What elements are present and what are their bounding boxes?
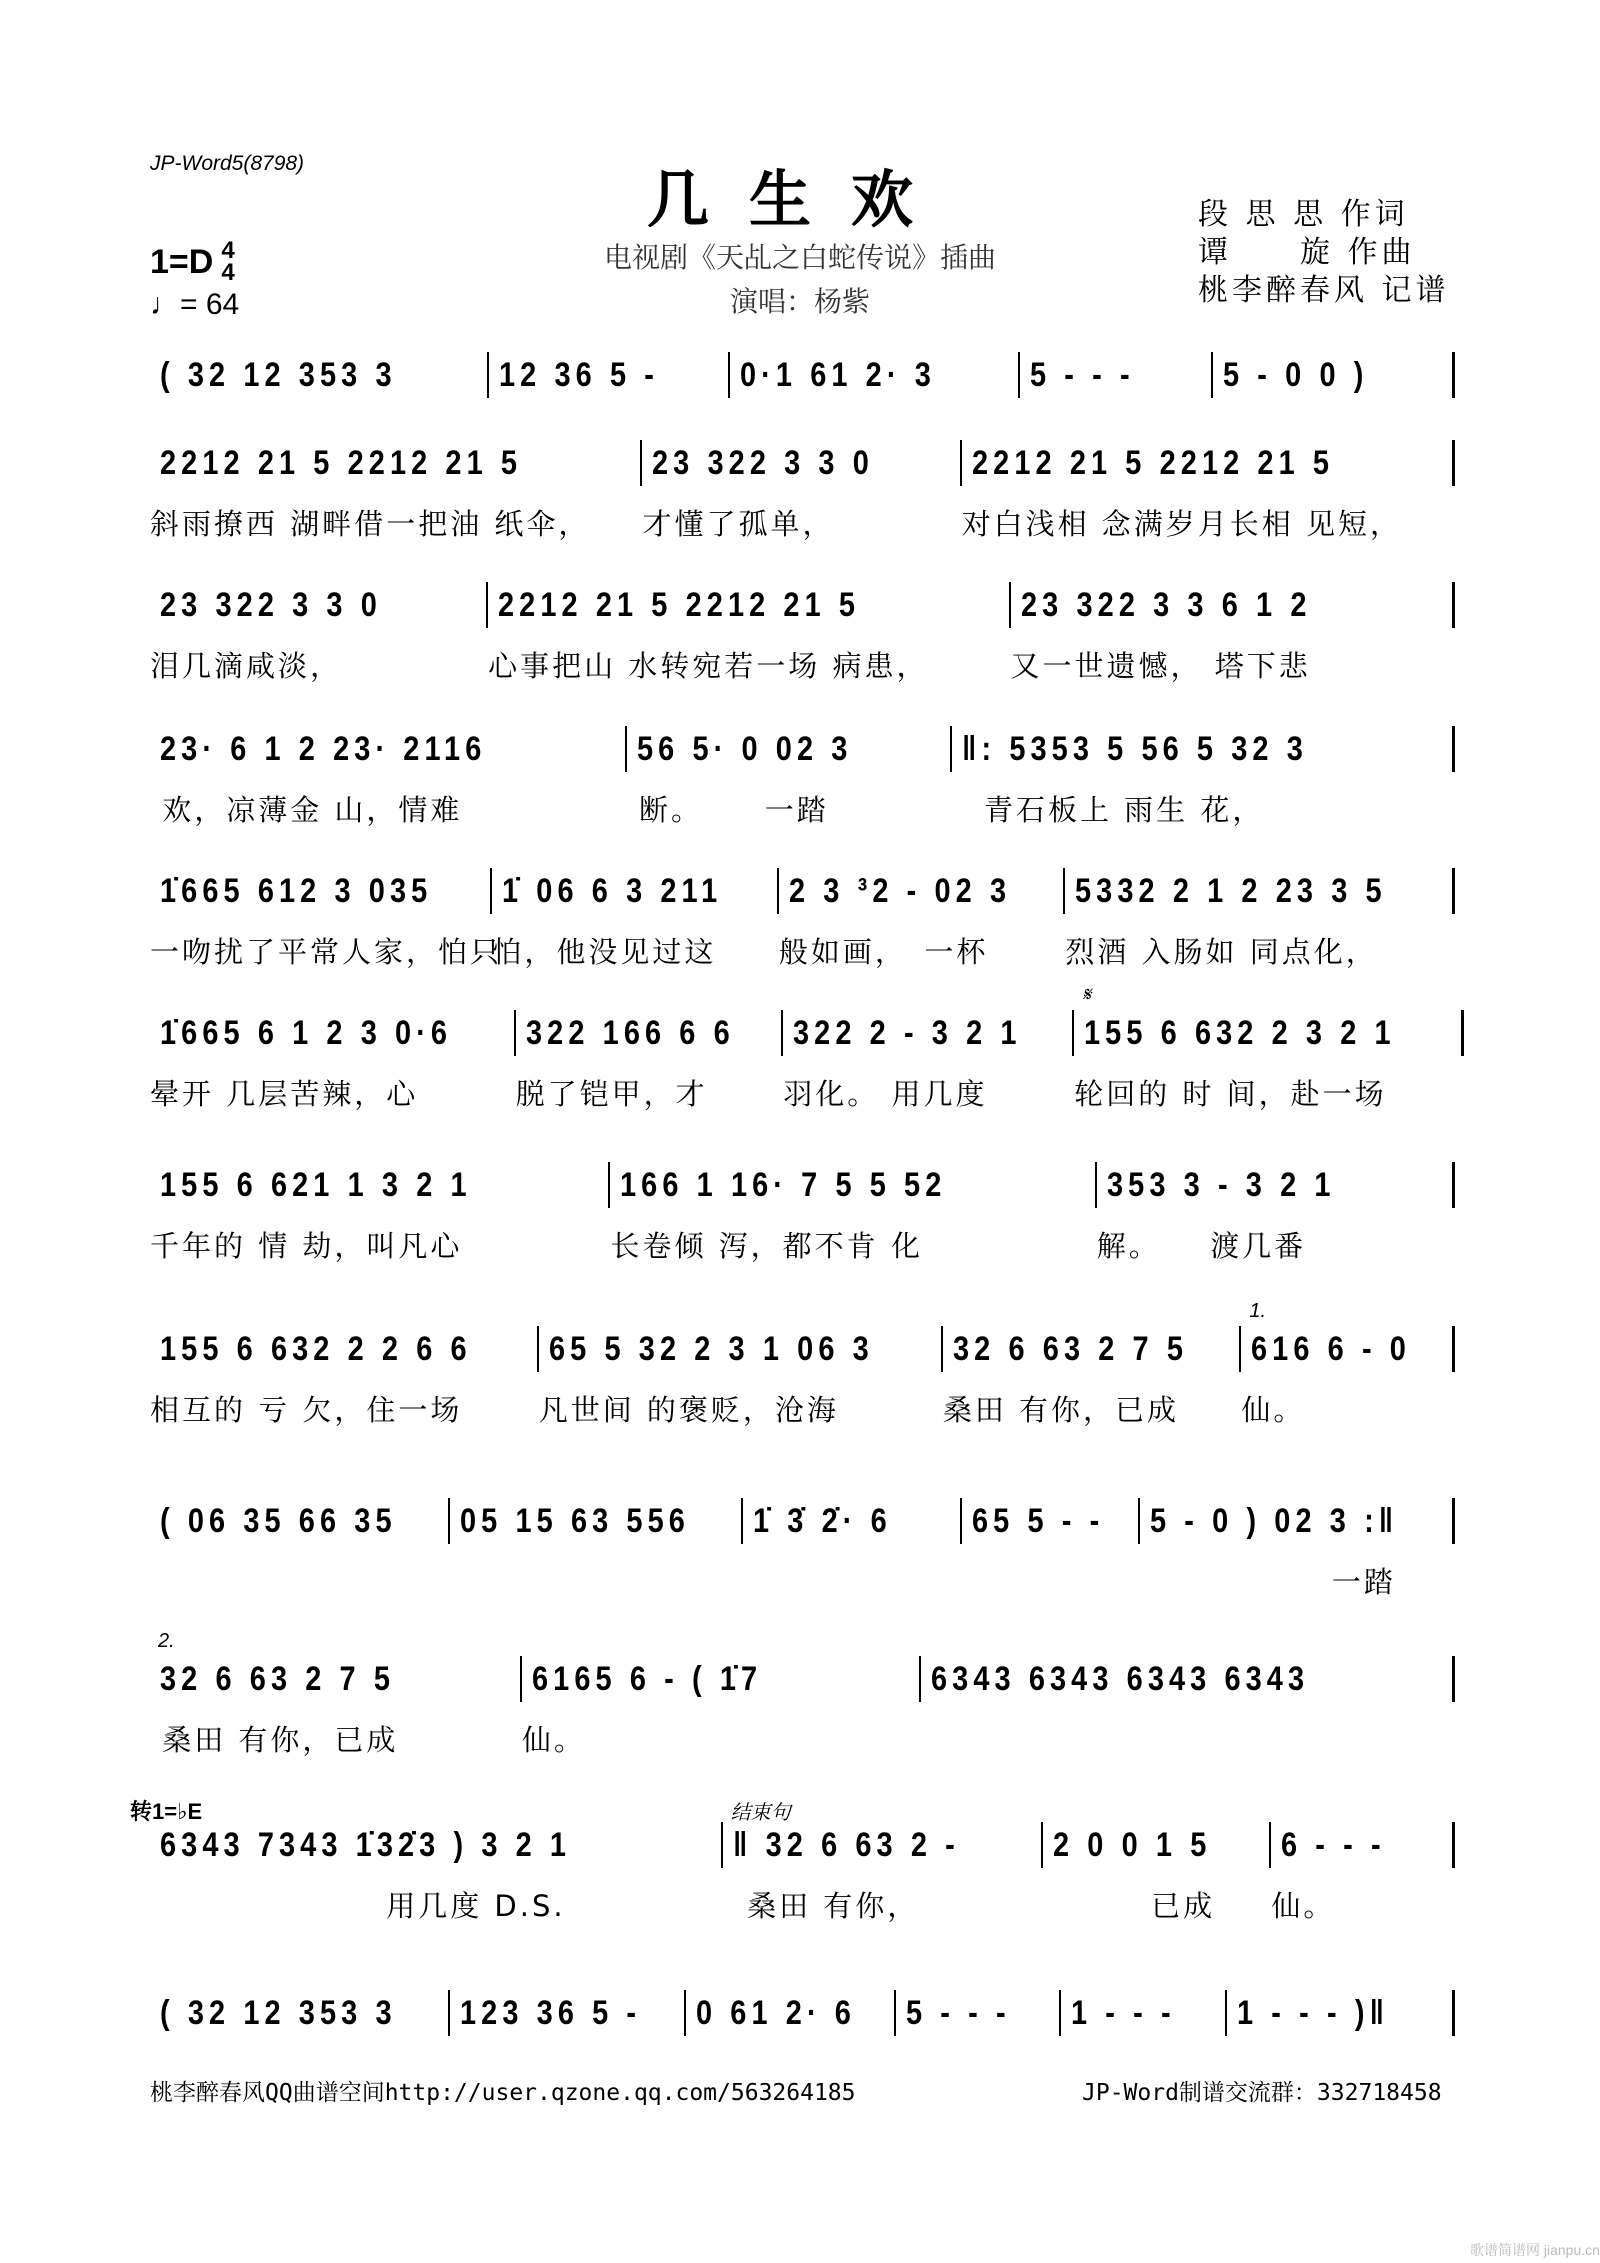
time-top: 4 <box>221 237 235 264</box>
measure <box>722 1802 1043 1923</box>
notes-row <box>150 984 1455 1111</box>
measure-notes: 0 61 2· 6 <box>695 1994 856 2032</box>
measure-notes: 2212 21 5 2212 21 5 <box>160 444 523 482</box>
measure <box>150 1010 516 1111</box>
measure <box>1213 352 1455 398</box>
measure <box>642 440 961 541</box>
measure <box>686 1990 896 2036</box>
measure <box>521 1656 921 1757</box>
score-line <box>150 582 1455 683</box>
lyrics: 长卷倾 泻，都不肯 化 <box>610 1229 923 1263</box>
notes-row <box>150 582 1455 683</box>
lyrics: 对白浅相 念满岁月长相 见短， <box>961 507 1402 541</box>
measure-notes: 23· 6 1 2 23· 2116 <box>160 730 487 768</box>
time-bottom: 4 <box>221 259 235 286</box>
lyrics: 一吻扰了平常人家，怕只 <box>150 935 503 969</box>
measure <box>962 1498 1140 1544</box>
measure <box>450 1990 685 2036</box>
measure-notes: ( 32 12 353 3 <box>160 356 397 394</box>
measure-notes: ( 32 12 353 3 <box>160 1994 397 2032</box>
measure <box>488 582 1010 683</box>
lyrics: 斜雨撩西 湖畔借一把油 纸伞， <box>150 507 591 541</box>
measure-notes: 123 36 5 - <box>460 1994 642 2032</box>
score-mark: 2. <box>158 1630 175 1652</box>
watermark: 歌谱简谱网 jianpu.cn <box>1470 2242 1600 2258</box>
measure-notes: 1 - - - <box>1071 1994 1177 2032</box>
measure-notes: 23 322 3 3 0 <box>652 444 875 482</box>
score-line <box>150 1990 1455 2036</box>
measure <box>778 868 1065 969</box>
measure <box>951 726 1455 827</box>
lyricist: 段 思 思 作词 <box>1198 197 1409 232</box>
score-line <box>150 1630 1455 1757</box>
measure-notes: 56 5· 0 02 3 <box>636 730 853 768</box>
measure-notes: 616 6 - 0 <box>1251 1330 1412 1368</box>
measure-notes: 155 6 621 1 3 2 1 <box>160 1166 472 1204</box>
measure-notes: 5332 2 1 2 23 3 5 <box>1075 872 1387 910</box>
measure <box>1010 582 1455 683</box>
measure <box>942 1326 1242 1427</box>
measure <box>1074 984 1464 1111</box>
measure-notes: 322 2 - 3 2 1 <box>793 1014 1022 1052</box>
measure-notes: 322 166 6 6 <box>525 1014 735 1052</box>
measure <box>150 440 642 541</box>
lyrics: 桑田 有你，已成 <box>150 1723 399 1757</box>
measure <box>150 1498 450 1544</box>
measure-notes: 2 3 ³2 - 02 3 <box>788 872 1011 910</box>
measure <box>515 1010 784 1111</box>
subtitle: 电视剧《天乩之白蛇传说》插曲 <box>603 241 996 274</box>
footer-right: JP-Word制谱交流群：332718458 <box>1082 2080 1442 2106</box>
measure-notes: 05 15 63 556 <box>460 1502 691 1540</box>
measure-notes: 0·1 61 2· 3 <box>740 356 936 394</box>
measure-notes: 2212 21 5 2212 21 5 <box>498 586 861 624</box>
notes-row <box>150 1300 1455 1427</box>
score-line <box>150 726 1455 827</box>
measure-notes: 23 322 3 3 6 1 2 <box>1020 586 1312 624</box>
measure-notes: 6165 6 - ( 1̇7 <box>531 1660 763 1698</box>
notes-row <box>150 440 1455 541</box>
measure-notes: 6343 6343 6343 6343 <box>930 1660 1309 1698</box>
measure-notes: 6343 7343 1̇32̇3 ) 3 2 1 <box>160 1826 572 1864</box>
measure <box>610 1162 1096 1263</box>
measure-notes: 6 - - - <box>1281 1826 1387 1864</box>
transcriber: 桃李醉春风 记谱 <box>1198 273 1450 308</box>
measure-notes: 12 36 5 - <box>498 356 659 394</box>
notes-row <box>150 352 1455 398</box>
lyrics: 仙。 <box>1271 1889 1336 1923</box>
measure-notes: 5 - 0 0 ) <box>1222 356 1369 394</box>
lyrics: 仙。 <box>1241 1393 1306 1427</box>
score-mark: 𝄋 <box>1082 984 1091 1006</box>
score-line <box>150 868 1455 969</box>
measure-notes: 1 - - - )‖ <box>1236 1994 1389 2032</box>
measure <box>921 1656 1455 1702</box>
lyrics: 青石板上 雨生 花， <box>951 793 1265 827</box>
measure <box>1020 352 1213 398</box>
measure-notes: 65 5 - - <box>972 1502 1105 1540</box>
measure-notes: 32 6 63 2 7 5 <box>160 1660 396 1698</box>
notes-row <box>150 868 1455 969</box>
measure <box>1227 1990 1455 2036</box>
score-line <box>150 1162 1455 1263</box>
notes-row <box>150 1990 1455 2036</box>
measure-notes: 166 1 16· 7 5 5 52 <box>620 1166 947 1204</box>
composer: 谭 旋 作曲 <box>1198 235 1416 270</box>
measure <box>961 440 1455 541</box>
lyrics: 一踏 <box>1139 1565 1396 1599</box>
measure-notes: 1̇ 06 6 3 211 <box>502 872 723 910</box>
measure <box>1271 1822 1455 1923</box>
measure-notes: 32 6 63 2 7 5 <box>952 1330 1188 1368</box>
lyrics: 相互的 亏 欠，住一场 <box>150 1393 463 1427</box>
lyrics: 脱了铠甲，才 <box>515 1077 708 1111</box>
measure <box>150 582 488 683</box>
score-line <box>150 352 1455 398</box>
lyrics: 般如画， 一杯 <box>778 935 989 969</box>
measure <box>1061 1990 1227 2036</box>
lyrics: 泪几滴咸淡， <box>150 649 343 683</box>
measure-notes: ‖ 32 6 63 2 - <box>732 1826 960 1864</box>
footer-left: 桃李醉春风QQ曲谱空间http://user.qzone.qq.com/563264185 <box>150 2080 856 2106</box>
measure <box>150 1162 610 1263</box>
lyrics: 晕开 几层苦辣，心 <box>150 1077 419 1111</box>
song-title: 几生欢 <box>646 163 953 236</box>
measure-notes: 1̇665 6 1 2 3 0·6 <box>160 1014 453 1052</box>
measure <box>538 1326 943 1427</box>
singer: 演唱：杨紫 <box>729 285 870 318</box>
measure <box>150 1630 522 1757</box>
score-line <box>150 440 1455 541</box>
notes-row <box>150 1630 1455 1757</box>
key-change: 转1=♭E <box>130 1799 203 1824</box>
measure <box>1042 1822 1271 1923</box>
measure-notes: 2 0 0 1 5 <box>1052 1826 1212 1864</box>
measure <box>150 726 627 827</box>
lyrics: 桑田 有你， <box>722 1889 920 1923</box>
lyrics: 凡世间 的褒贬，沧海 <box>538 1393 839 1427</box>
lyrics: 又一世遗憾， 塔下悲 <box>1010 649 1311 683</box>
time-signature <box>221 237 235 286</box>
measure <box>492 868 778 969</box>
score-mark: 结束句 <box>730 1802 791 1824</box>
measure <box>626 726 952 827</box>
measure-notes: 155 6 632 2 3 2 1 <box>1084 1014 1396 1052</box>
measure-notes: 65 5 32 2 3 1 06 3 <box>548 1330 874 1368</box>
lyrics: 用几度 D.S. <box>150 1889 566 1923</box>
measure <box>1139 1498 1455 1599</box>
lyrics: 烈酒 入肠如 同点化， <box>1065 935 1378 969</box>
measure <box>150 352 489 398</box>
score-line <box>150 984 1455 1111</box>
measure-notes: 5 - - - <box>905 1994 1011 2032</box>
measure-notes: 23 322 3 3 0 <box>160 586 382 624</box>
lyrics: 仙。 <box>521 1723 586 1757</box>
lyrics: 羽化。 用几度 <box>783 1077 988 1111</box>
notes-row <box>150 726 1455 827</box>
score-mark: 1. <box>1249 1300 1267 1322</box>
measure <box>150 1326 539 1427</box>
measure-notes: 155 6 632 2 2 6 6 <box>160 1330 472 1368</box>
measure-notes: 1̇665 612 3 035 <box>160 872 433 910</box>
measure <box>450 1498 743 1544</box>
credits <box>1198 196 1450 310</box>
measure-notes: 5 - 0 ) 02 3 :‖ <box>1149 1502 1399 1540</box>
lyrics: 断。 一踏 <box>626 793 829 827</box>
lyrics: 怕，他没见过这 <box>492 935 717 969</box>
lyrics: 心事把山 水转宛若一场 病患， <box>488 649 929 683</box>
key-label: 1=D <box>150 242 214 281</box>
measure-notes: 353 3 - 3 2 1 <box>1106 1166 1336 1204</box>
measure <box>1241 1300 1455 1427</box>
lyrics: 欢，凉薄金 山，情难 <box>150 793 463 827</box>
software-label: JP-Word5(8798) <box>150 152 305 175</box>
measure <box>1096 1162 1455 1263</box>
lyrics: 才懂了孤单， <box>642 507 835 541</box>
lyrics: 解。 渡几番 <box>1096 1229 1307 1263</box>
measure <box>150 1990 450 2036</box>
score-line <box>150 1498 1455 1599</box>
measure <box>743 1498 962 1544</box>
key-signature <box>150 237 235 286</box>
measure <box>730 352 1020 398</box>
measure-notes: 5 - - - <box>1030 356 1135 394</box>
measure <box>150 868 503 969</box>
measure <box>896 1990 1062 2036</box>
notes-row <box>150 1162 1455 1263</box>
lyrics: 千年的 情 劫，叫凡心 <box>150 1229 463 1263</box>
score-line <box>150 1300 1455 1427</box>
measure-notes: 2212 21 5 2212 21 5 <box>971 444 1334 482</box>
lyrics: 轮回的 时 间，赴一场 <box>1074 1077 1387 1111</box>
notes-row <box>150 1498 1455 1599</box>
measure <box>489 352 730 398</box>
tempo: ♩= 64 <box>150 288 240 321</box>
measure-notes: ‖: 5353 5 56 5 32 3 <box>961 730 1308 768</box>
measure <box>1065 868 1455 969</box>
measure-notes: ( 06 35 66 35 <box>160 1502 397 1540</box>
measure-notes: 1̇ 3̇ 2̇· 6 <box>752 1502 892 1540</box>
measure <box>783 1010 1074 1111</box>
lyrics: 已成 <box>1042 1889 1216 1923</box>
lyrics: 桑田 有你，已成 <box>942 1393 1180 1427</box>
measure <box>150 1822 723 1923</box>
